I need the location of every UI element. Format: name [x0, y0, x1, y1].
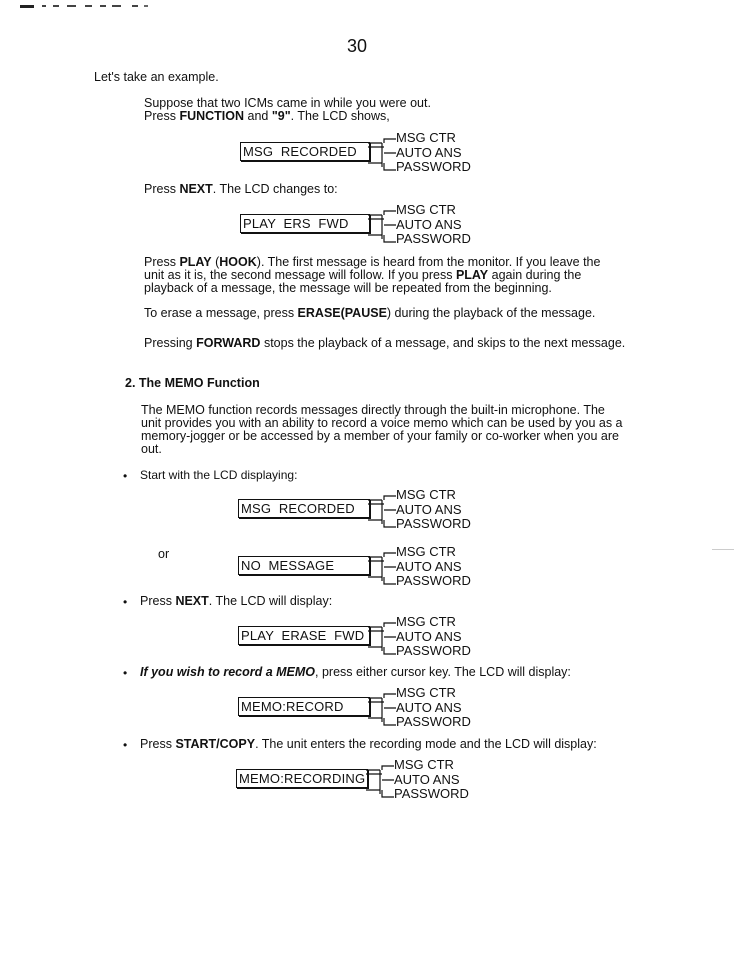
or-label: or: [158, 547, 170, 561]
lcd-display: MSG RECORDED: [240, 142, 370, 161]
key-next: NEXT: [179, 182, 213, 196]
text: . The unit enters the recording mode and the LCD will display:: [255, 737, 597, 751]
lcd-display: PLAY ERS FWD: [240, 214, 370, 233]
lcd-options: [396, 488, 471, 532]
key-erase: ERASE(PAUSE: [297, 306, 387, 320]
emphasis-record-memo: If you wish to record a MEMO: [140, 665, 316, 679]
lcd-options: [394, 758, 469, 802]
option-password: PASSWORD: [396, 159, 471, 174]
option-auto-ans: AUTO ANS: [396, 558, 462, 574]
bullet-start-text: Start with the LCD displaying:: [140, 468, 298, 482]
lcd-display: MSG RECORDED: [238, 499, 370, 518]
lcd-options: [396, 203, 471, 247]
bullet-dot: •: [123, 666, 128, 680]
paragraph-line: The MEMO function records messages directly through the built-in microphone. The: [141, 403, 605, 417]
option-auto-ans: AUTO ANS: [396, 144, 462, 160]
paragraph-play: [144, 256, 600, 295]
lcd-display: NO MESSAGE: [238, 556, 370, 575]
paragraph-forward: [144, 337, 625, 350]
text: , press either cursor key. The LCD will display:: [315, 665, 571, 679]
paragraph-erase: [144, 307, 595, 320]
text: and: [244, 109, 272, 123]
text: . The LCD shows,: [290, 109, 390, 123]
bracket-icon: [368, 133, 398, 175]
bullet-startcopy-text: [140, 738, 597, 751]
text: ). The first message is heard from the monitor. If you leave the: [256, 255, 601, 269]
scan-line: [712, 549, 734, 550]
bracket-icon: [366, 760, 396, 802]
lcd-display: PLAY ERASE FWD: [238, 626, 370, 645]
lcd-options: [396, 131, 471, 175]
option-auto-ans: AUTO ANS: [394, 771, 460, 787]
page-number: 30: [347, 36, 368, 56]
text: Press: [144, 182, 180, 196]
option-password: PASSWORD: [396, 573, 471, 588]
option-auto-ans: AUTO ANS: [396, 501, 462, 517]
option-password: PASSWORD: [396, 231, 471, 246]
bracket-icon: [368, 617, 398, 659]
text: . The LCD will display:: [208, 594, 333, 608]
section-heading: 2. The MEMO Function: [125, 376, 260, 390]
text: Pressing: [144, 336, 197, 350]
option-msg-ctr: MSG CTR: [394, 757, 454, 772]
lcd-display: MEMO:RECORDING: [236, 769, 368, 788]
paragraph-suppose: [144, 97, 431, 123]
bullet-dot: •: [123, 469, 128, 483]
key-next: NEXT: [175, 594, 209, 608]
option-msg-ctr: MSG CTR: [396, 487, 456, 502]
paragraph-line: Suppose that two ICMs came in while you were out.: [144, 96, 431, 110]
bullet-next-text: [140, 595, 332, 608]
paragraph-line: playback of a message, the message will be repeated from the beginning.: [144, 281, 552, 295]
lcd-options: [396, 615, 471, 659]
key-start-copy: START/COPY: [175, 737, 256, 751]
bullet-dot: •: [123, 595, 128, 609]
bracket-icon: [368, 547, 398, 589]
option-auto-ans: AUTO ANS: [396, 628, 462, 644]
paragraph-line: [144, 110, 431, 123]
key-function: FUNCTION: [179, 109, 245, 123]
option-msg-ctr: MSG CTR: [396, 685, 456, 700]
key-play: PLAY: [179, 255, 212, 269]
text: Press: [144, 109, 180, 123]
text: To erase a message, press: [144, 306, 298, 320]
paragraph-line: unit provides you with an ability to record a voice memo which can be used by you as a: [141, 416, 623, 430]
option-password: PASSWORD: [396, 643, 471, 658]
option-msg-ctr: MSG CTR: [396, 614, 456, 629]
paragraph-line: memory-jogger or be accessed by a member of your family or co-worker when you are: [141, 429, 619, 443]
lcd-display: MEMO:RECORD: [238, 697, 370, 716]
option-password: PASSWORD: [394, 786, 469, 801]
text: stops the playback of a message, and skips to the next message.: [260, 336, 626, 350]
option-msg-ctr: MSG CTR: [396, 202, 456, 217]
key-nine: "9": [271, 109, 291, 123]
text: unit as it is, the second message will follow. If you press: [144, 268, 456, 282]
scan-marks: [20, 2, 180, 10]
text: again during the: [488, 268, 582, 282]
option-auto-ans: AUTO ANS: [396, 216, 462, 232]
option-msg-ctr: MSG CTR: [396, 130, 456, 145]
bullet-dot: •: [123, 738, 128, 752]
key-forward: FORWARD: [196, 336, 261, 350]
intro-text: Let's take an example.: [94, 70, 219, 84]
bracket-icon: [368, 205, 398, 247]
option-password: PASSWORD: [396, 714, 471, 729]
key-hook: HOOK: [219, 255, 257, 269]
text: . The LCD changes to:: [212, 182, 338, 196]
paragraph-line: out.: [141, 442, 162, 456]
option-msg-ctr: MSG CTR: [396, 544, 456, 559]
text: (: [211, 255, 220, 269]
text: Press: [140, 737, 176, 751]
bullet-memo-text: [140, 666, 571, 679]
option-auto-ans: AUTO ANS: [396, 699, 462, 715]
press-next-line: [144, 183, 338, 196]
text: Press: [144, 255, 180, 269]
paragraph-memo: [141, 404, 623, 456]
option-password: PASSWORD: [396, 516, 471, 531]
key-play: PLAY: [455, 268, 489, 282]
lcd-options: [396, 686, 471, 730]
text: Press: [140, 594, 176, 608]
text: ) during the playback of the message.: [386, 306, 596, 320]
bracket-icon: [368, 688, 398, 730]
bracket-icon: [368, 490, 398, 532]
lcd-options: [396, 545, 471, 589]
